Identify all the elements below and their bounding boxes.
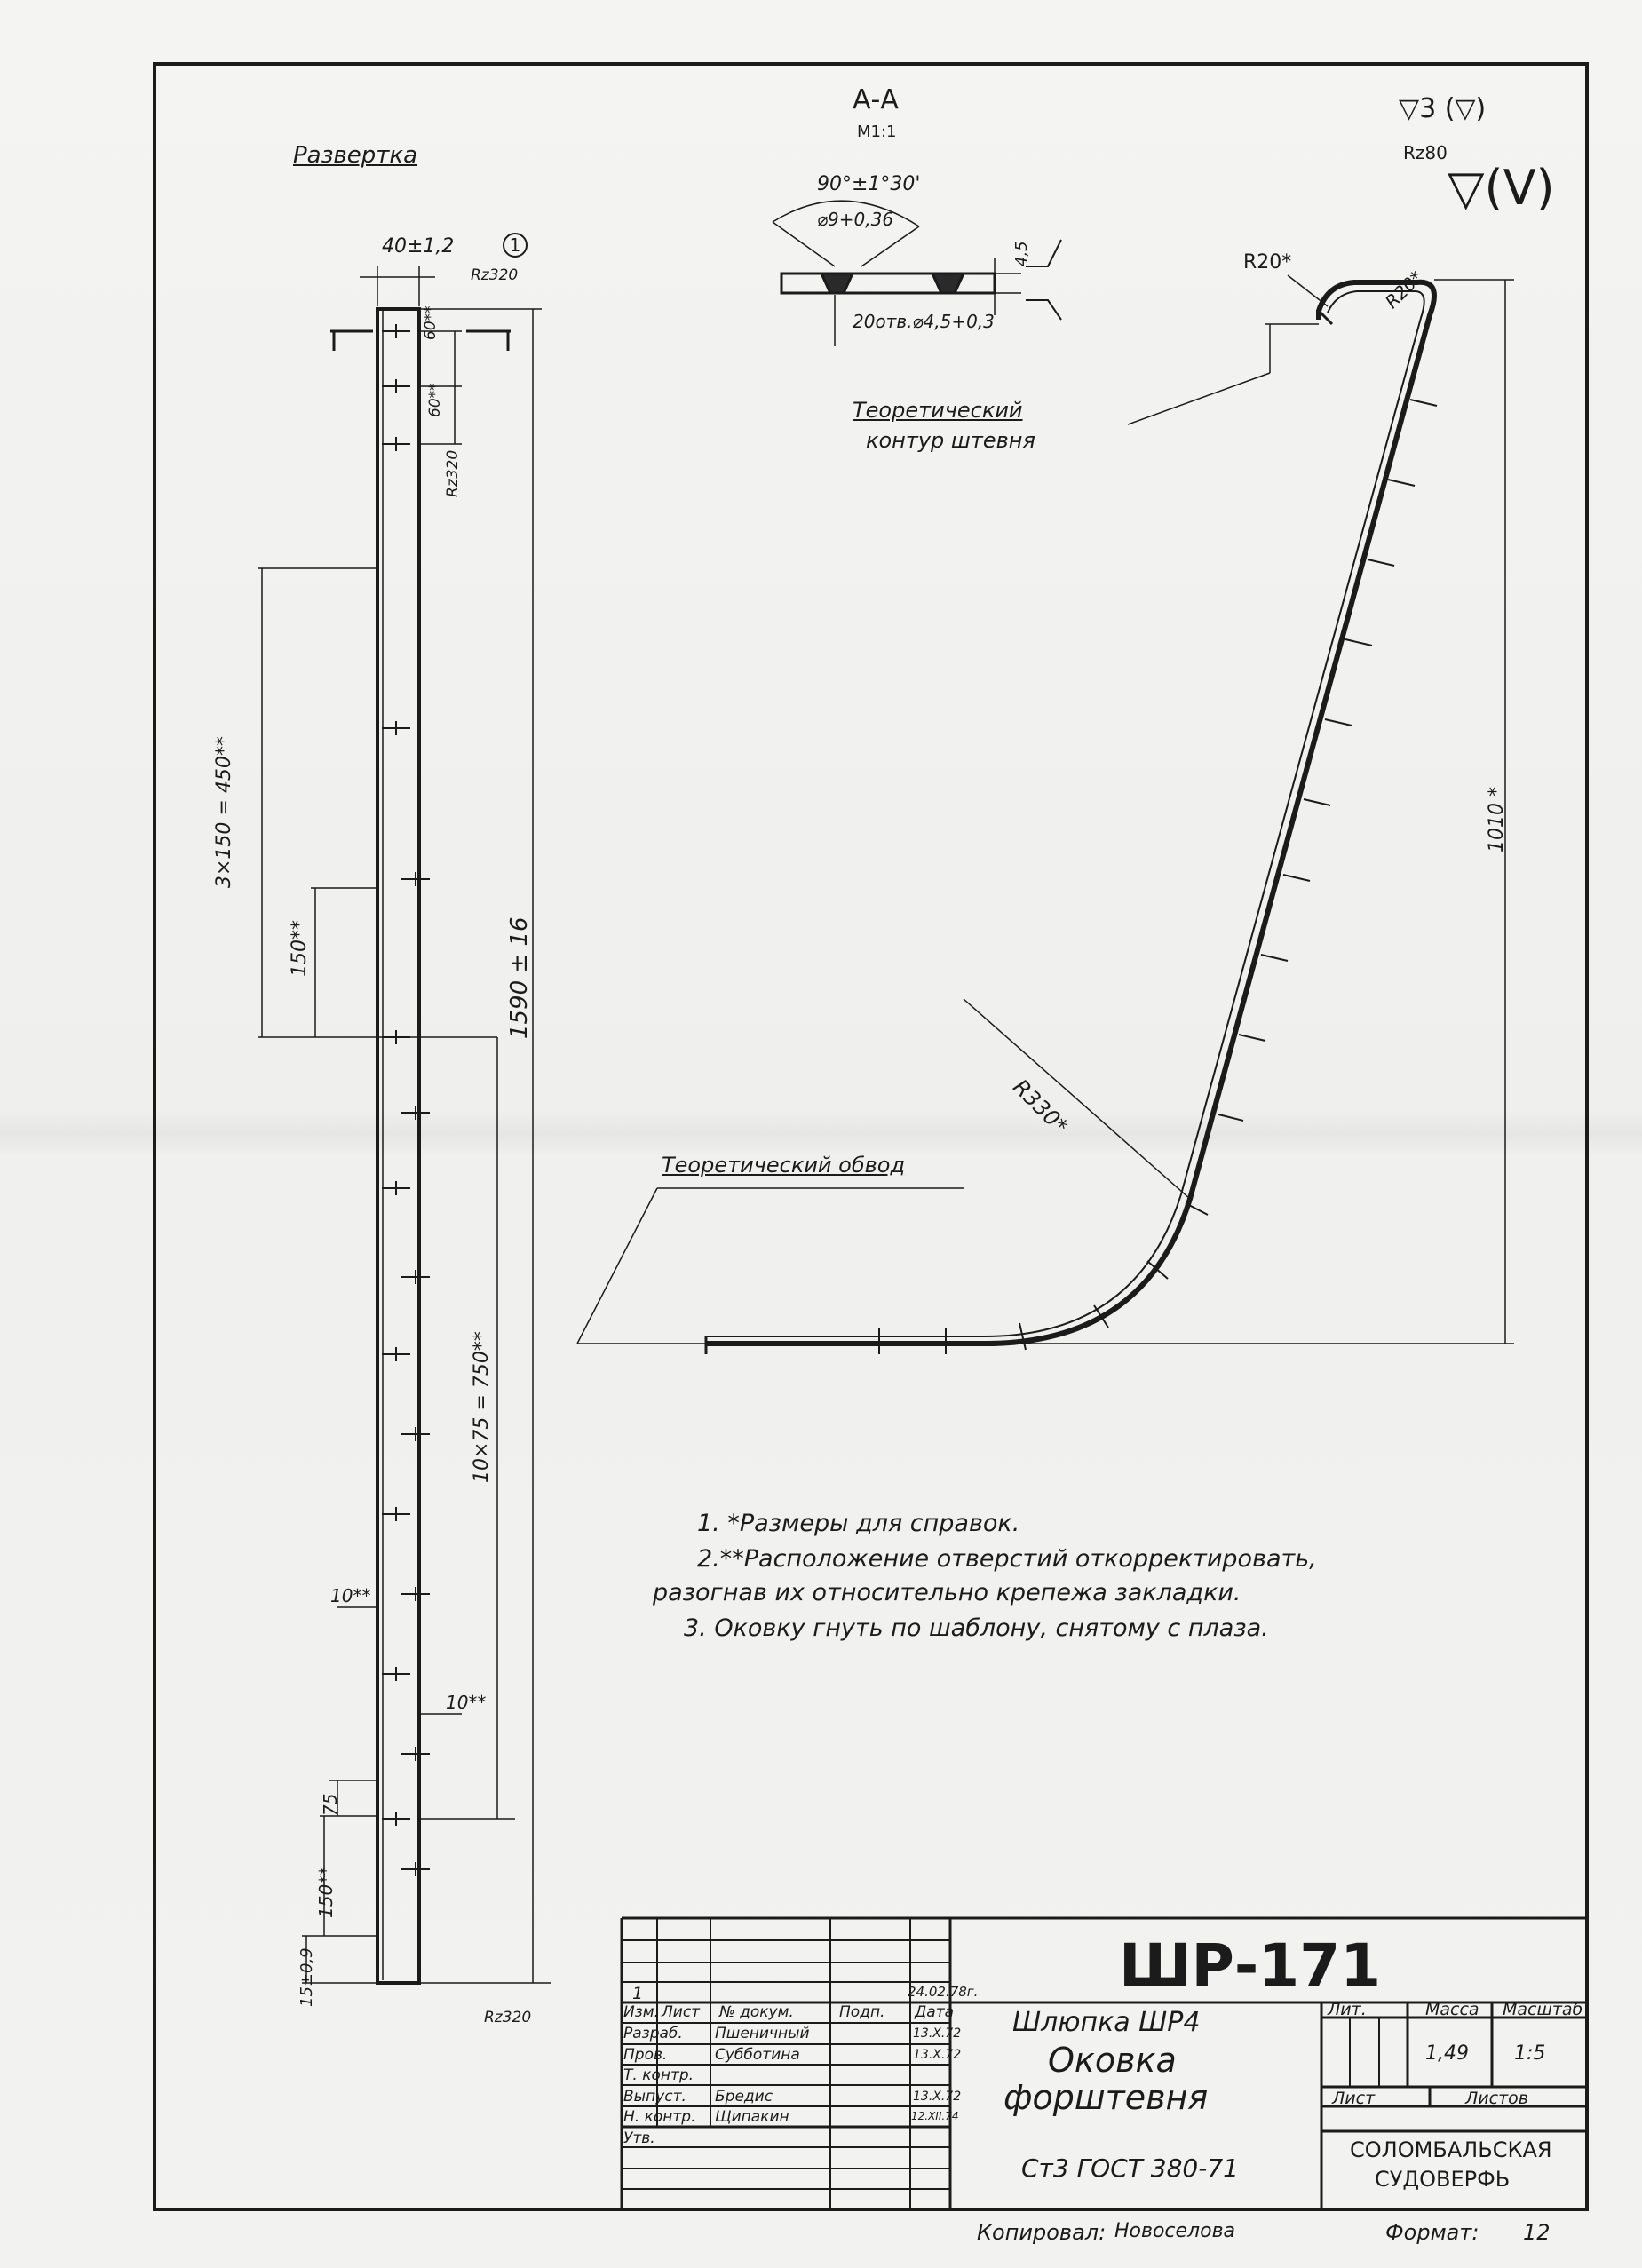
row-role: Пров. (623, 2046, 668, 2064)
sheet-label: Лист (1332, 2089, 1376, 2108)
copied-label: Копировал: (977, 2220, 1107, 2245)
row-name: Субботина (715, 2046, 800, 2064)
development-label: Развертка (293, 142, 418, 169)
dim-sec-thk: 4,5 (1012, 241, 1031, 266)
row-date: 12.XII.74 (911, 2110, 959, 2122)
note-2: 2.**Расположение отверстий откорректировать, (697, 1545, 1317, 1573)
title-part-1: Оковка (1048, 2041, 1177, 2080)
title-part-2: форштевня (1003, 2078, 1209, 2117)
dim-rz320-b: Rz320 (444, 449, 462, 497)
format-label: Формат: (1385, 2220, 1479, 2245)
theor-contour-label-2: контур штевня (866, 428, 1035, 453)
dim-10b: 10** (446, 1692, 487, 1713)
dim-75: 75 (320, 1793, 341, 1816)
theor-contour-label: Теоретический (853, 398, 1023, 423)
mass-label: Масса (1425, 2000, 1479, 2019)
hdr-date: Дата (915, 2003, 955, 2021)
note-1: 1. *Размеры для справок. (697, 1510, 1020, 1537)
row-role: Т. контр. (623, 2066, 694, 2084)
dim-60a: 60** (422, 305, 440, 340)
company-line-1: СОЛОМБАЛЬСКАЯ (1350, 2137, 1552, 2162)
note-2b: разогнав их относительно крепежа закладки. (653, 1579, 1241, 1606)
hdr-doc: № докум. (719, 2003, 794, 2021)
scale-value: 1:5 (1514, 2042, 1546, 2065)
roughness-v: ▽(V) (1448, 160, 1555, 216)
dim-r20b: R20* (1381, 266, 1427, 313)
theor-obvod-label: Теоретический обвод (662, 1153, 906, 1178)
row-date: 13.X.72 (913, 2026, 962, 2041)
dim-3x150: 3×150 = 450** (213, 736, 235, 888)
roughness-top: Rz80 (1403, 142, 1448, 163)
circle-marker: 1 (503, 233, 528, 258)
row-role: Разраб. (623, 2025, 683, 2042)
bent-stem-outline (577, 275, 1514, 1354)
row-role: Утв. (623, 2129, 655, 2147)
lit-label: Лит. (1328, 2000, 1367, 2019)
dim-1590: 1590 ± 16 (506, 916, 533, 1039)
scale-label: Масштаб (1503, 2000, 1583, 2019)
dim-r330: R330* (1008, 1075, 1073, 1139)
dim-1010: 1010 * (1486, 787, 1508, 852)
title-product: Шлюпка ШР4 (1012, 2007, 1201, 2038)
title-number: ШР-171 (1119, 1931, 1382, 2000)
rev-date: 24.02.78г. (908, 1984, 979, 2000)
dim-15: 15±0,9 (297, 1947, 316, 2007)
dim-rz320-a: Rz320 (471, 266, 519, 284)
section-label: А-А (853, 84, 899, 115)
format-value: 12 (1523, 2220, 1551, 2245)
row-name: Бредис (715, 2088, 773, 2105)
dim-150: 150** (289, 920, 311, 977)
row-date: 13.X.72 (913, 2048, 962, 2062)
hdr-izm: Изм. (623, 2003, 659, 2021)
dim-60b: 60** (426, 383, 444, 417)
dim-rz320-c: Rz320 (484, 2009, 532, 2026)
row-name: Пшеничный (715, 2025, 810, 2042)
development-strip (258, 266, 551, 1983)
note-3: 3. Оковку гнуть по шаблону, снятому с плаза. (684, 1614, 1269, 1642)
company-line-2: СУДОВЕРФЬ (1375, 2167, 1511, 2192)
dim-10a: 10** (330, 1585, 371, 1606)
dim-width: 40±1,2 (382, 235, 455, 258)
dim-angle: 90°±1°30' (817, 173, 921, 195)
row-role: Выпуст. (623, 2088, 686, 2105)
copied-by: Новоселова (1114, 2220, 1236, 2242)
title-material: Ст3 ГОСТ 380-71 (1021, 2153, 1239, 2183)
roughness-symbols: ▽3 (▽) (1399, 93, 1487, 124)
mass-value: 1,49 (1425, 2042, 1469, 2065)
dim-r20a: R20* (1243, 251, 1292, 274)
hdr-sign: Подп. (839, 2003, 885, 2021)
row-date: 13.X.72 (913, 2090, 962, 2104)
dim-hole-csk: ⌀9+0,36 (817, 209, 894, 230)
dim-150b: 150** (315, 1866, 337, 1918)
rev-num: 1 (632, 1984, 644, 2003)
row-name: Щипакин (715, 2108, 789, 2126)
section-scale: М1:1 (857, 123, 897, 141)
dim-holes: 20отв.⌀4,5+0,3 (853, 311, 995, 332)
sheets-label: Листов (1465, 2089, 1528, 2108)
row-role: Н. контр. (623, 2108, 696, 2126)
hdr-list: Лист (662, 2003, 701, 2021)
dim-10x75: 10×75 = 750** (471, 1331, 493, 1483)
